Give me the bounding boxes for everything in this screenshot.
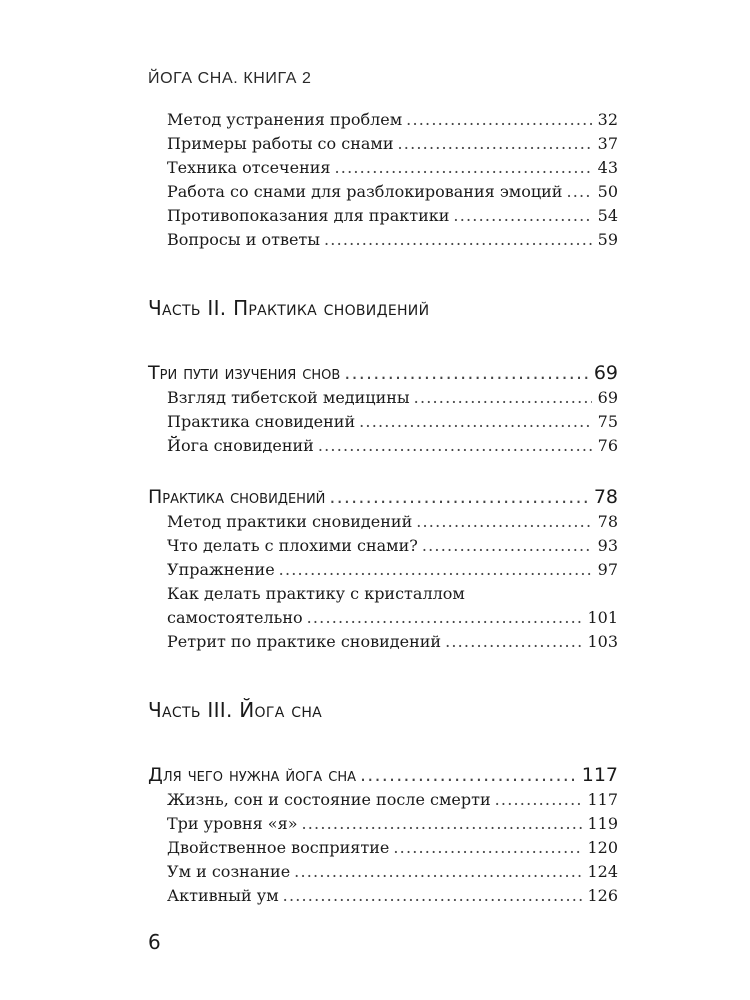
toc-leader-dots [422,536,592,555]
toc-leader-dots [566,182,592,201]
toc-entry [148,230,618,254]
toc-entry [148,862,618,886]
toc-leader-dots [324,230,592,249]
toc-leader-dots [453,206,592,225]
toc-leader-dots [445,632,583,651]
part-heading: Часть III. Йога сна [148,698,323,722]
toc-entry-title: Техника отсечения [167,158,331,177]
toc-entry-page: 124 [587,862,618,881]
toc-leader-dots [398,134,592,153]
toc-entry-title: Йога сновидений [167,436,314,455]
toc-chapter [148,486,618,512]
toc-entry-page: 93 [597,536,618,555]
toc-entry-title: Метод устранения проблем [167,110,403,129]
toc-chapter-title: Три пути изучения снов [148,362,341,384]
toc-entry-page: 126 [587,886,618,905]
toc-leader-dots [406,110,592,129]
toc-entry-title: Противопоказания для практики [167,206,450,225]
toc-entry-title: Практика сновидений [167,412,356,431]
toc-leader-dots [301,814,583,833]
toc-leader-dots [335,158,593,177]
running-head: ЙОГА СНА. КНИГА 2 [148,70,312,87]
toc-entry [148,436,618,460]
toc-entry-title: Активный ум [167,886,279,905]
toc-entry-title: Работа со снами для разблокирования эмоций [167,182,563,201]
toc-leader-dots [414,388,592,407]
toc-entry-page: 78 [597,512,618,531]
toc-leader-dots [329,486,589,508]
toc-entry-page: 54 [597,206,618,225]
toc-entry [148,412,618,436]
toc-chapter-page: 69 [593,362,618,384]
toc-leader-dots [279,560,592,579]
toc-entry [148,608,618,632]
toc-leader-dots [393,838,583,857]
toc-chapter-title: Практика сновидений [148,486,326,508]
table-of-contents [148,110,618,910]
toc-entry-title: Метод практики сновидений [167,512,413,531]
toc-chapter [148,764,618,790]
toc-entry [148,536,618,560]
toc-leader-dots [495,790,584,809]
toc-entry-title: Ретрит по практике сновидений [167,632,442,651]
page-number: 6 [148,930,161,954]
toc-entry [148,632,618,656]
toc-entry-title: Вопросы и ответы [167,230,321,249]
toc-entry-title-line2: самостоятельно [167,608,303,627]
toc-leader-dots [318,436,592,455]
toc-chapter-title: Для чего нужна йога сна [148,764,356,786]
toc-leader-dots [359,412,592,431]
toc-entry-page: 117 [587,790,618,809]
toc-entry-title: Двойственное восприятие [167,838,390,857]
toc-entry [148,886,618,910]
toc-entry-page: 43 [597,158,618,177]
toc-entry [148,838,618,862]
toc-leader-dots [294,862,583,881]
toc-entry-page: 37 [597,134,618,153]
toc-entry-page: 76 [597,436,618,455]
toc-entry-title: Взгляд тибетской медицины [167,388,410,407]
toc-entry [148,158,618,182]
toc-entry [148,814,618,838]
toc-entry-title: Жизнь, сон и состояние после смерти [167,790,491,809]
toc-entry [148,560,618,584]
toc-entry-page: 50 [597,182,618,201]
toc-entry-page: 69 [597,388,618,407]
toc-leader-dots [360,764,578,786]
toc-chapter [148,362,618,388]
toc-entry [148,206,618,230]
toc-entry [148,182,618,206]
toc-entry-page: 75 [597,412,618,431]
toc-entry-title: Примеры работы со снами [167,134,394,153]
part-heading: Часть II. Практика сновидений [148,296,430,320]
toc-chapter-page: 78 [593,486,618,508]
toc-entry-title-line1: Как делать практику с кристаллом [167,584,465,603]
toc-leader-dots [283,886,584,905]
toc-leader-dots [307,608,584,627]
toc-entry [148,134,618,158]
toc-entry-title: Что делать с плохими снами? [167,536,418,555]
toc-chapter-page: 117 [581,764,618,786]
toc-leader-dots [344,362,590,384]
toc-entry-page: 32 [597,110,618,129]
toc-entry-title: Ум и сознание [167,862,291,881]
toc-entry-title: Три уровня «я» [167,814,298,833]
toc-entry [148,512,618,536]
toc-entry [148,388,618,412]
toc-entry [148,110,618,134]
toc-entry [148,790,618,814]
toc-entry-page: 101 [587,608,618,627]
toc-entry-title: Упражнение [167,560,275,579]
toc-entry-page: 97 [597,560,618,579]
toc-entry-page: 120 [587,838,618,857]
toc-entry-page: 103 [587,632,618,651]
toc-entry-page: 59 [597,230,618,249]
toc-entry-page: 119 [587,814,618,833]
toc-leader-dots [416,512,592,531]
